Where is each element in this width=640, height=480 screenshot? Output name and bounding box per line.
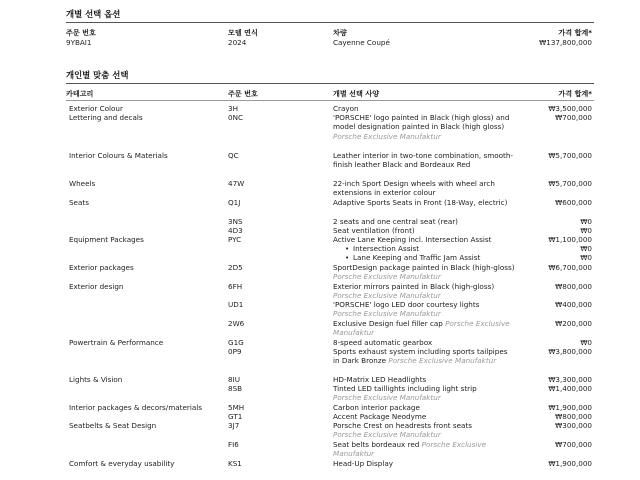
option-price: ₩0 [580,244,592,253]
section-divider [66,22,594,23]
option-spec: Sports exhaust system including sports tailpipes in Dark Bronze Porsche Exclusive Manufaktur [333,347,508,366]
option-spec: HD-Matrix LED Headlights [333,375,427,384]
option-manufaktur-note: Porsche Exclusive Manufaktur [333,430,441,440]
section-divider [66,83,594,84]
option-code: G1G [228,338,244,347]
option-price: ₩200,000 [555,319,592,328]
option-code: 8SB [228,384,243,393]
option-code: 5MH [228,403,245,412]
option-price: ₩5,700,000 [548,151,592,160]
option-price: ₩0 [580,226,592,235]
option-price: ₩600,000 [555,198,592,207]
option-price: ₩800,000 [555,412,592,421]
option-price: ₩0 [580,338,592,347]
option-category: Lettering and decals [69,113,143,122]
option-code: 3NS [228,217,243,226]
option-category: Seatbelts & Seat Design [69,421,157,430]
vehicle-model-year: 2024 [228,38,247,47]
option-spec: 2 seats and one central seat (rear) [333,217,458,226]
header-spec: 개별 선택 사양 [333,89,380,98]
option-code: 6FH [228,282,243,291]
option-manufaktur-note: Porsche Exclusive Manufaktur [333,131,441,141]
option-spec: Seat belts bordeaux red Porsche Exclusive Manufaktur [333,440,487,459]
option-category: Interior Colours & Materials [69,151,168,160]
option-category: Powertrain & Performance [69,338,164,347]
option-category: Equipment Packages [69,235,144,244]
option-spec: 'PORSCHE' logo LED door courtesy lights Porsche Exclusive Manufaktur [333,300,480,319]
option-price: ₩5,700,000 [548,179,592,188]
option-code: 8IU [228,375,240,384]
option-price: ₩3,500,000 [548,104,592,113]
option-spec: Adaptive Sports Seats in Front (18-Way, electric) [333,198,508,207]
option-manufaktur-note: Porsche Exclusive Manufaktur [388,356,497,366]
option-spec: Tinted LED taillights including light strip Porsche Exclusive Manufaktur [333,384,477,403]
header-model-year: 모델 연식 [228,28,258,37]
option-code: PYC [228,235,242,244]
option-category: Comfort & everyday usability [69,459,175,468]
option-spec: SportDesign package painted in Black (high-gloss) Porsche Exclusive Manufaktur [333,263,515,282]
option-code: QC [228,151,239,160]
option-category: Exterior packages [69,263,134,272]
option-price: ₩0 [580,217,592,226]
option-price: ₩0 [580,253,592,262]
option-category: Seats [69,198,89,207]
option-category: Lights & Vision [69,375,123,384]
option-spec: Head-Up Display [333,459,393,468]
option-price: ₩700,000 [555,113,592,122]
option-price: ₩3,300,000 [548,375,592,384]
option-price: ₩1,900,000 [548,459,592,468]
option-code: 47W [228,179,245,188]
individual-section-title: 개별 선택 옵션 [66,9,121,19]
option-category: Exterior Colour [69,104,123,113]
option-code: FI6 [228,440,239,449]
option-price: ₩1,100,000 [548,235,592,244]
option-code: 2D5 [228,263,243,272]
option-spec: 22-inch Sport Design wheels with wheel arch extensions in exterior colour [333,179,495,198]
option-manufaktur-note: Porsche Exclusive Manufaktur [333,440,487,459]
header-price-total: 가격 합계* [558,28,592,37]
header-divider [66,100,594,101]
vehicle-name: Cayenne Coupé [333,38,390,47]
header-price-total: 가격 합계* [558,89,592,98]
option-manufaktur-note: Porsche Exclusive Manufaktur [333,319,510,338]
option-spec: Carbon interior package [333,403,420,412]
option-category: Interior packages & decors/materials [69,403,202,412]
header-vehicle: 차량 [333,28,347,37]
option-spec: Active Lane Keeping incl. Intersection Assist [333,235,492,244]
option-code: GT1 [228,412,243,421]
option-manufaktur-note: Porsche Exclusive Manufaktur [333,291,441,301]
option-code: 3J7 [228,421,240,430]
option-price: ₩700,000 [555,440,592,449]
option-spec: Exclusive Design fuel filler cap Porsche Exclusive Manufaktur [333,319,510,338]
custom-section-title: 개인별 맞춤 선택 [66,70,129,80]
option-code: Q1J [228,198,241,207]
option-category: Exterior design [69,282,124,291]
option-spec: Leather interior in two-tone combination, smooth-finish leather Black and Bordeaux Red [333,151,513,170]
vehicle-base-price: ₩137,800,000 [539,38,592,47]
option-price: ₩3,800,000 [548,347,592,356]
option-code: 2W6 [228,319,245,328]
option-spec: Seat ventilation (front) [333,226,415,235]
option-price: ₩400,000 [555,300,592,309]
option-category: Wheels [69,179,96,188]
option-spec: Porsche Crest on headrests front seats Porsche Exclusive Manufaktur [333,421,472,440]
option-manufaktur-note: Porsche Exclusive Manufaktur [333,272,441,282]
option-code: 3H [228,104,238,113]
option-code: 4D3 [228,226,243,235]
header-category: 카테고리 [66,89,94,98]
header-order-number: 주문 번호 [66,28,96,37]
option-price: ₩1,900,000 [548,403,592,412]
option-price: ₩1,400,000 [548,384,592,393]
option-code: KS1 [228,459,242,468]
option-manufaktur-note: Porsche Exclusive Manufaktur [333,393,441,403]
option-spec: Crayon [333,104,359,113]
option-price: ₩300,000 [555,421,592,430]
option-price: ₩800,000 [555,282,592,291]
option-code: 0NC [228,113,243,122]
option-manufaktur-note: Porsche Exclusive Manufaktur [333,309,441,319]
option-code: UD1 [228,300,244,309]
option-spec: 'PORSCHE' logo painted in Black (high gloss) and model designation painted in Black (high gloss) Porsche Exclusive Manufaktur [333,113,510,141]
option-spec: 8-speed automatic gearbox [333,338,433,347]
option-sub-feature: • Intersection Assist [353,244,419,253]
option-code: 0P9 [228,347,242,356]
option-spec: Exterior mirrors painted in Black (high-gloss) Porsche Exclusive Manufaktur [333,282,495,301]
option-price: ₩6,700,000 [548,263,592,272]
option-spec: Accent Package Neodyme [333,412,427,421]
vehicle-order-number: 9YBAI1 [66,38,92,47]
option-sub-feature: • Lane Keeping and Traffic Jam Assist [353,253,480,262]
header-order-number: 주문 번호 [228,89,258,98]
